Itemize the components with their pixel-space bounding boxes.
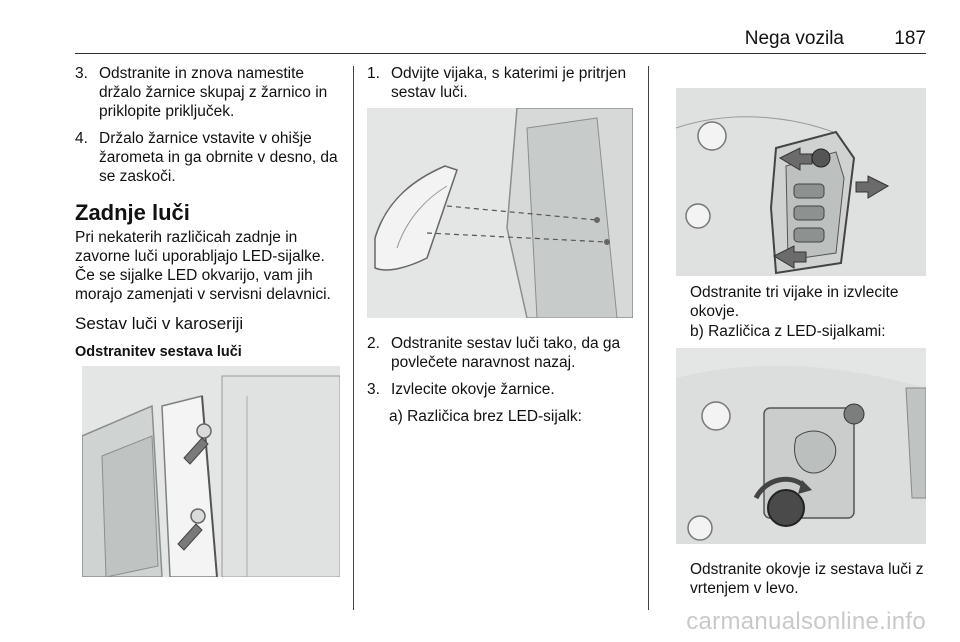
column-left: [75, 64, 340, 366]
figure-lamp-removal: [367, 108, 633, 318]
variant-a-label: a) Različica brez LED-sijalk:: [389, 408, 582, 425]
step-text: Izvlecite okovje žarnice.: [391, 381, 555, 398]
step-1: [367, 64, 635, 102]
page-header: [75, 26, 926, 54]
subsection-title: Sestav luči v karoseriji: [75, 314, 244, 333]
step-number: 1.: [367, 65, 380, 82]
section-title: Zadnje luči: [75, 200, 190, 225]
step-text: Držalo žarnice vstavite v ohišje žarometa in ga obrnite v desno, da se zaskoči.: [99, 130, 338, 185]
caption-2: Odstranite okovje iz sestava luči z vrtenjem v levo.: [690, 561, 924, 597]
step-number: 4.: [75, 130, 88, 147]
step-3b: [367, 380, 635, 399]
figure-led-holder: [676, 348, 926, 544]
step-2: [367, 334, 635, 372]
variant-b-label: b) Različica z LED-sijalkami:: [690, 323, 886, 340]
step-text: Odstranite sestav luči tako, da ga povlečete naravnost nazaj.: [391, 335, 621, 371]
column-middle: [367, 64, 635, 110]
step-number: 3.: [75, 65, 88, 82]
column-divider-2: [648, 66, 649, 610]
step-number: 2.: [367, 335, 380, 352]
step-4: [75, 129, 340, 186]
figure-lamp-screws: [82, 366, 340, 577]
step-2-block: [367, 334, 635, 426]
figure-bulb-holder: [676, 88, 926, 276]
intro-paragraph: Pri nekaterih različicah zadnje in zavorne luči uporabljajo LED-sijalke. Če se sijalke LED okvarijo, vam jih morajo zamenjati v servisni delavnici.: [75, 229, 331, 303]
caption-1: Odstranite tri vijake in izvlecite okovje.: [690, 284, 899, 320]
subsubsection-title: Odstranitev sestava luči: [75, 344, 242, 360]
step-3: [75, 64, 340, 121]
watermark: carmanualsonline.info: [686, 608, 926, 635]
page-number: 187: [894, 28, 926, 49]
step-text: Odstranite in znova namestite držalo žarnice skupaj z žarnico in priklopite priključek.: [99, 65, 328, 120]
step-text: Odvijte vijaka, s katerimi je pritrjen sestav luči.: [391, 65, 627, 101]
step-number: 3.: [367, 381, 380, 398]
column-divider-1: [353, 66, 354, 610]
header-title: Nega vozila: [744, 28, 844, 49]
